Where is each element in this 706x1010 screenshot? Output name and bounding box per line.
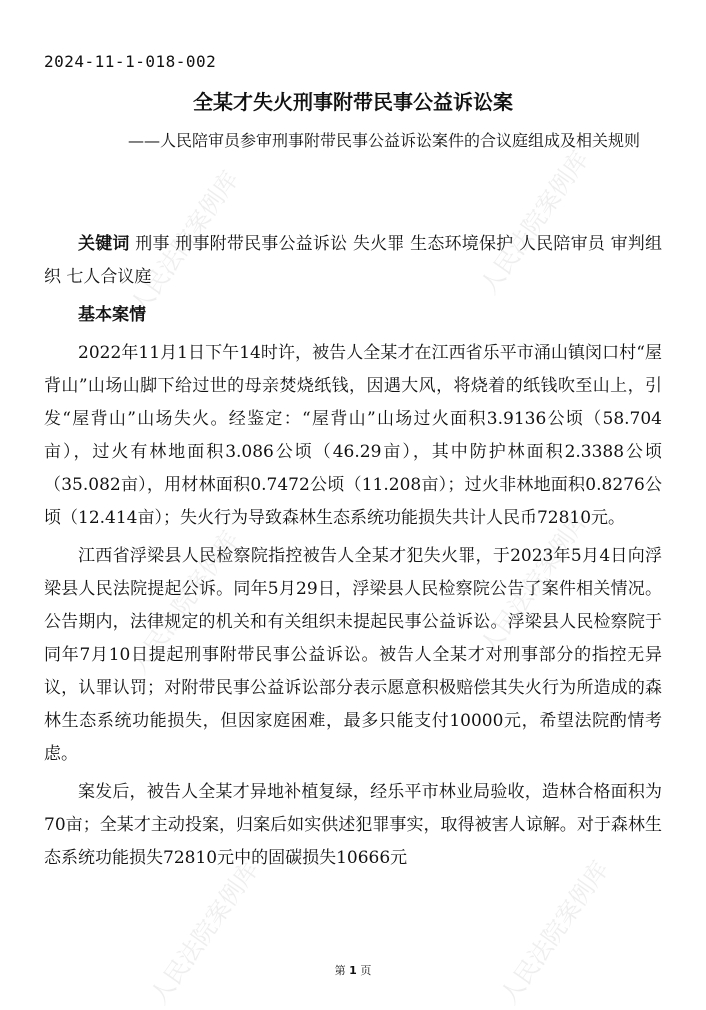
case-title: 全某才失火刑事附带民事公益诉讼案 — [193, 90, 513, 114]
footer-suffix: 页 — [360, 964, 372, 977]
keywords-label: 关键词 — [78, 234, 130, 254]
watermark: 人民法院案例库 — [124, 165, 245, 320]
paragraph: 案发后，被告人全某才异地补植复绿，经乐平市林业局验收，造林合格面积为70亩；全某才主动投案，归案后如实供述犯罪事实，取得被害人谅解。对于森林生态系统功能损失72810元中的固碳损失10666元 — [44, 782, 662, 868]
page-footer — [0, 962, 706, 978]
case-number: 2024-11-1-018-002 — [44, 52, 217, 71]
watermark: 人民法院案例库 — [144, 855, 265, 1010]
watermark: 人民法院案例库 — [494, 855, 615, 1010]
keywords-text: 刑事 刑事附带民事公益诉讼 失火罪 生态环境保护 人民陪审员 审判组织 七人合议庭 — [44, 234, 662, 287]
watermark: 人民法院案例库 — [474, 145, 595, 300]
watermark: 人民法院案例库 — [474, 505, 595, 660]
keywords-line — [44, 228, 662, 294]
paragraph: 江西省浮梁县人民检察院指控被告人全某才犯失火罪，于2023年5月4日向浮梁县人民法院提起公诉。同年5月29日，浮梁县人民检察院公告了案件相关情况。公告期内，法律规定的机关和有关组织未提起民事公益诉讼。浮梁县人民检察院于同年7月10日提起刑事附带民事公益诉讼。被告人全某才对刑事部分的指控无异议，认罪认罚；对附带民事公益诉讼部分表示愿意积极赔偿其失火行为所造成的森林生态系统功能损失，但因家庭困难，最多只能支付10000元，希望法院酌情考虑。 — [44, 546, 662, 764]
watermark: 人民法院案例库 — [124, 525, 245, 680]
document-body — [44, 228, 662, 880]
page-number: 1 — [349, 964, 357, 977]
paragraph: 2022年11月1日下午14时许，被告人全某才在江西省乐平市涌山镇闵口村“屋背山”山场山脚下给过世的母亲焚烧纸钱，因遇大风，将烧着的纸钱吹至山上，引发“屋背山”山场失火。经鉴定：“屋背山”山场过火面积3.9136公顷（58.704亩），过火有林地面积3.086公顷（46.29亩），其中防护林面积2.3388公顷（35.082亩），用材林面积0.7472公顷（11.208亩）；过火非林地面积0.8276公顷（12.414亩）；失火行为导致森林生态系统功能损失共计人民币72810元。 — [44, 343, 662, 528]
footer-prefix: 第 — [334, 964, 346, 977]
case-subtitle: ——人民陪审员参审刑事附带民事公益诉讼案件的合议庭组成及相关规则 — [127, 131, 640, 150]
section-heading: 基本案情 — [78, 305, 146, 325]
